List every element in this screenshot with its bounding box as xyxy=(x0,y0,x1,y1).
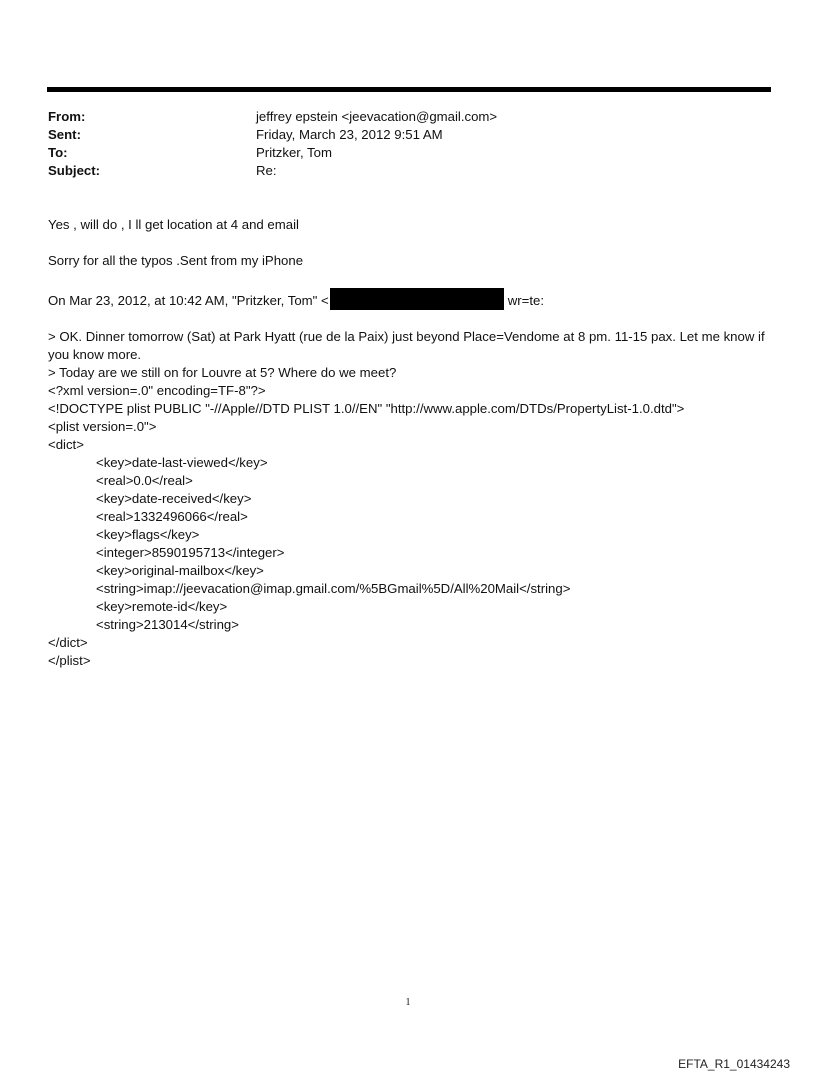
attribution-suffix: wr=te: xyxy=(507,293,544,308)
dict-close: </dict> xyxy=(48,635,88,650)
doctype-line: <!DOCTYPE plist PUBLIC "-//Apple//DTD PLIST 1.0//EN" "http://www.apple.com/DTDs/PropertyList-1.0.dtd"> xyxy=(48,401,685,416)
plist-entry: <key>flags</key> xyxy=(96,527,200,542)
quoted-text-2: > Today are we still on for Louvre at 5? Where do we meet? xyxy=(48,365,397,380)
header-divider xyxy=(47,87,771,92)
reply-line: Yes , will do , I ll get location at 4 and email xyxy=(48,217,299,232)
subject-label: Subject: xyxy=(48,163,101,178)
plist-entry: <integer>8590195713</integer> xyxy=(96,545,285,560)
attribution-prefix: On Mar 23, 2012, at 10:42 AM, "Pritzker, Tom" < xyxy=(48,293,329,308)
sent-row xyxy=(48,126,768,144)
plist-entry: <real>1332496066</real> xyxy=(96,509,248,524)
to-label: To: xyxy=(48,145,68,160)
plist-entry: <key>original-mailbox</key> xyxy=(96,563,264,578)
signature-line: Sorry for all the typos .Sent from my iPhone xyxy=(48,253,304,268)
email-header xyxy=(48,108,768,180)
plist-entry: <key>date-last-viewed</key> xyxy=(96,455,268,470)
redaction-box xyxy=(330,288,504,310)
plist-entry: <key>remote-id</key> xyxy=(96,599,228,614)
quote-attribution xyxy=(48,288,778,310)
plist-entry: <key>date-received</key> xyxy=(96,491,252,506)
subject-value: Re: xyxy=(256,163,277,178)
document-id: EFTA_R1_01434243 xyxy=(678,1057,790,1071)
sent-value: Friday, March 23, 2012 9:51 AM xyxy=(256,127,443,142)
subject-row xyxy=(48,162,768,180)
plist-entry: <real>0.0</real> xyxy=(96,473,193,488)
page-number: 1 xyxy=(405,997,411,1008)
plist-close: </plist> xyxy=(48,653,91,668)
sent-label: Sent: xyxy=(48,127,81,142)
xml-declaration: <?xml version=.0" encoding=TF-8"?> xyxy=(48,383,266,398)
plist-open: <plist version=.0"> xyxy=(48,419,157,434)
to-row xyxy=(48,144,768,162)
email-body xyxy=(48,216,778,670)
from-label: From: xyxy=(48,109,86,124)
quoted-text-1: > OK. Dinner tomorrow (Sat) at Park Hyatt (rue de la Paix) just beyond Place=Vendome at 8 pm. 11-15 pax. Let me know if you know more. xyxy=(48,329,765,362)
plist-entry: <string>imap://jeevacation@imap.gmail.com/%5BGmail%5D/All%20Mail</string> xyxy=(96,581,571,596)
to-value: Pritzker, Tom xyxy=(256,145,332,160)
from-row xyxy=(48,108,768,126)
plist-entry: <string>213014</string> xyxy=(96,617,239,632)
dict-open: <dict> xyxy=(48,437,84,452)
from-value: jeffrey epstein <jeevacation@gmail.com> xyxy=(256,109,498,124)
